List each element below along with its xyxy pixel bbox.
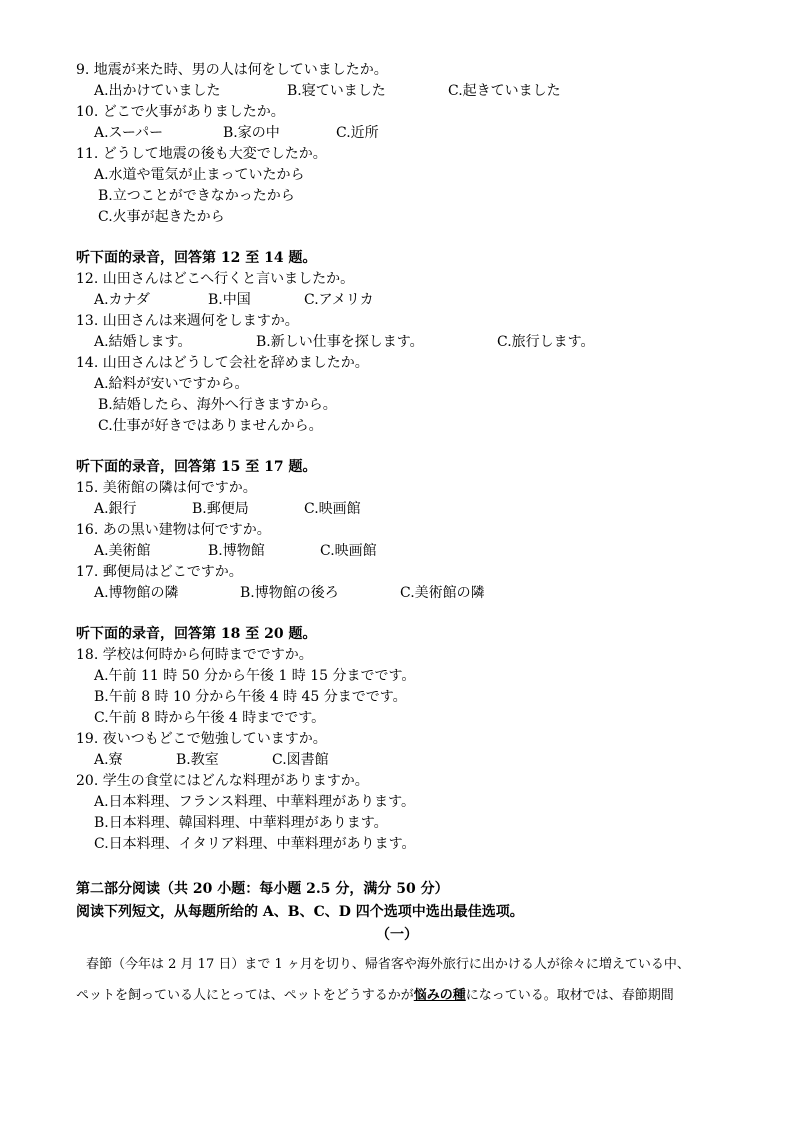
q16-option-c: C.映画館 <box>320 543 377 559</box>
q18-option-b: B.午前 8 時 10 分から午後 4 時 45 分までです。 <box>94 689 407 705</box>
question-13: 13. 山田さんは来週何をしますか。 <box>76 313 299 329</box>
question-19: 19. 夜いつもどこで勉強していますか。 <box>76 731 327 747</box>
section-heading-18-20: 听下面的录音，回答第 18 至 20 题。 <box>76 626 317 642</box>
q20-option-b: B.日本料理、韓国料理、中華料理があります。 <box>94 815 388 831</box>
question-9: 9. 地震が来た時、男の人は何をしていましたか。 <box>76 62 388 78</box>
q14-option-a: A.給料が安いですから。 <box>94 376 249 392</box>
q17-option-b: B.博物館の後ろ <box>240 585 339 601</box>
q10-option-c: C.近所 <box>336 125 379 141</box>
q11-option-a: A.水道や電気が止まっていたから <box>94 167 305 183</box>
q20-option-a: A.日本料理、フランス料理、中華料理があります。 <box>94 794 416 810</box>
section-heading-15-17: 听下面的录音，回答第 15 至 17 题。 <box>76 459 317 475</box>
q9-option-c: C.起きていました <box>448 83 561 99</box>
part2-title: 第二部分阅读（共 20 小题：每小题 2.5 分，满分 50 分） <box>76 881 449 897</box>
passage-line-2-post: になっている。取材では、春節期間 <box>465 988 674 1003</box>
passage-emphasis: 悩みの種 <box>413 988 466 1003</box>
passage-line-2-pre: ペットを飼っている人にとっては、ペットをどうするかが <box>76 988 414 1003</box>
q13-option-b: B.新しい仕事を探します。 <box>256 334 424 350</box>
question-16: 16. あの黒い建物は何ですか。 <box>76 522 271 538</box>
q17-option-a: A.博物館の隣 <box>94 585 179 601</box>
q15-option-c: C.映画館 <box>304 501 361 517</box>
q19-option-b: B.教室 <box>176 752 219 768</box>
q20-option-c: C.日本料理、イタリア料理、中華料理があります。 <box>94 836 416 852</box>
q9-option-b: B.寝ていました <box>287 83 386 99</box>
question-11: 11. どうして地震の後も大変でしたか。 <box>76 146 327 162</box>
section-heading-12-14: 听下面的录音，回答第 12 至 14 题。 <box>76 250 317 266</box>
q16-option-a: A.美術館 <box>94 543 151 559</box>
q10-option-b: B.家の中 <box>223 125 280 141</box>
question-18: 18. 学校は何時から何時までですか。 <box>76 647 313 663</box>
q18-option-c: C.午前 8 時から午後 4 時までです。 <box>94 710 326 726</box>
question-20: 20. 学生の食堂にはどんな料理がありますか。 <box>76 773 369 789</box>
q10-option-a: A.スーパー <box>94 125 164 141</box>
question-12: 12. 山田さんはどこへ行くと言いましたか。 <box>76 271 355 287</box>
q15-option-b: B.郵便局 <box>192 501 249 517</box>
q12-option-b: B.中国 <box>208 292 251 308</box>
q19-option-a: A.寮 <box>94 752 123 768</box>
q18-option-a: A.午前 11 時 50 分から午後 1 時 15 分までです。 <box>94 668 416 684</box>
q13-option-a: A.結婚します。 <box>94 334 192 350</box>
q12-option-a: A.カナダ <box>94 292 150 308</box>
q15-option-a: A.銀行 <box>94 501 137 517</box>
q12-option-c: C.アメリカ <box>304 292 374 308</box>
question-10: 10. どこで火事がありましたか。 <box>76 104 285 120</box>
q9-option-a: A.出かけていました <box>94 83 221 99</box>
passage-line-2 <box>76 986 674 1006</box>
part2-instruction: 阅读下列短文，从每题所给的 A、B、C、D 四个选项中选出最佳选项。 <box>76 904 524 920</box>
q13-option-c: C.旅行します。 <box>497 334 595 350</box>
q11-option-b: B.立つことができなかったから <box>98 188 295 204</box>
question-17: 17. 郵便局はどこですか。 <box>76 564 243 580</box>
q14-option-c: C.仕事が好きではありませんから。 <box>98 418 323 434</box>
passage-section-number: （一） <box>376 927 418 943</box>
q19-option-c: C.図書館 <box>272 752 329 768</box>
q11-option-c: C.火事が起きたから <box>98 209 225 225</box>
passage-line-1: 春節（今年は 2 月 17 日）まで 1 ヶ月を切り、帰省客や海外旅行に出かける人が徐々に増えている中、 <box>86 957 690 972</box>
question-15: 15. 美術館の隣は何ですか。 <box>76 480 257 496</box>
q16-option-b: B.博物館 <box>208 543 265 559</box>
q17-option-c: C.美術館の隣 <box>400 585 485 601</box>
question-14: 14. 山田さんはどうして会社を辞めましたか。 <box>76 355 369 371</box>
q14-option-b: B.結婚したら、海外へ行きますから。 <box>98 397 337 413</box>
